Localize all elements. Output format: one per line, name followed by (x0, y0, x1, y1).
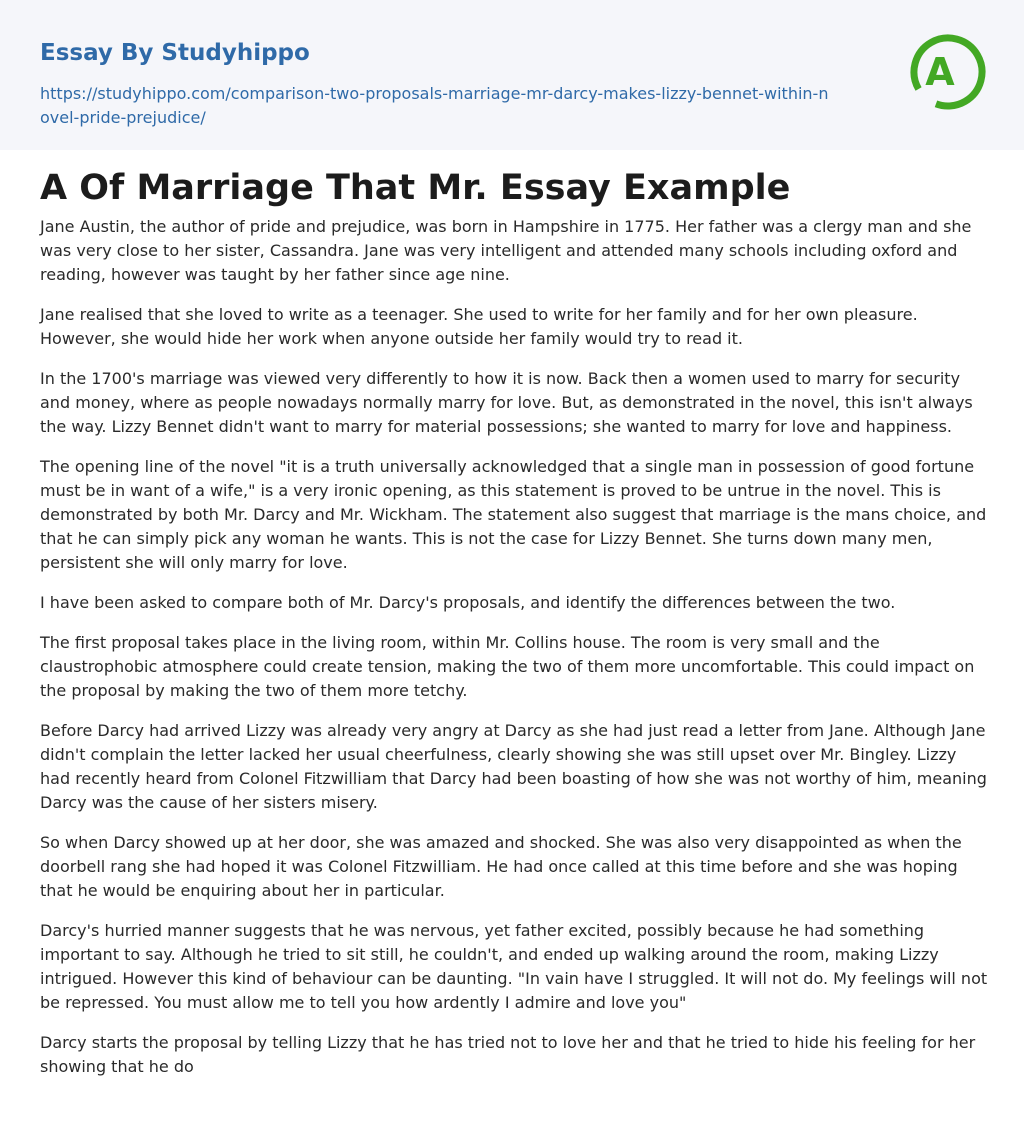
essay-paragraph: Jane Austin, the author of pride and prejudice, was born in Hampshire in 1775. Her father was a clergy man and she was very close to her sister, Cassandra. Jane was very intelligent and attended many schools including oxford and reading, however was taught by her father since age nine. (40, 217, 972, 284)
site-header (0, 0, 1024, 150)
essay-paragraph: The first proposal takes place in the living room, within Mr. Collins house. The room is very small and the claustrophobic atmosphere could create tension, making the two of them more uncomfortable. This could impact on the proposal by making the two of them more tetchy. (40, 633, 975, 700)
essay-paragraph: In the 1700's marriage was viewed very differently to how it is now. Back then a women used to marry for security and money, where as people nowadays normally marry for love. But, as demonstrated in the novel, this isn't always the way. Lizzy Bennet didn't want to marry for material possessions; she wanted to marry for love and happiness. (40, 369, 973, 436)
essay-paragraph: Darcy's hurried manner suggests that he was nervous, yet father excited, possibly because he had something important to say. Although he tried to sit still, he couldn't, and ended up walking around the room, making Lizzy intrigued. However this kind of behaviour can be daunting. "In vain have I struggled. It will not do. My feelings will not be repressed. You must allow me to tell you how ardently I admire and love you" (40, 921, 988, 1012)
essay-paragraph: I have been asked to compare both of Mr. Darcy's proposals, and identify the differences between the two. (40, 593, 896, 612)
essay-paragraph: Darcy starts the proposal by telling Lizzy that he has tried not to love her and that he tried to hide his feeling for her showing that he do (40, 1033, 976, 1076)
essay-paragraph: The opening line of the novel "it is a truth universally acknowledged that a single man in possession of good fortune must be in want of a wife," is a very ironic opening, as this statement is proved to be untrue in the novel. This is demonstrated by both Mr. Darcy and Mr. Wickham. The statement also suggest that marriage is the mans choice, and that he can simply pick any woman he wants. This is not the case for Lizzy Bennet. She turns down many men, persistent she will only marry for love. (40, 457, 987, 572)
logo-letter: A (925, 50, 955, 94)
studyhippo-logo-icon[interactable] (910, 30, 986, 116)
essay-paragraph: So when Darcy showed up at her door, she was amazed and shocked. She was also very disappointed as when the doorbell rang she had hoped it was Colonel Fitzwilliam. He had once called at this time before and she was hoping that he would be enquiring about her in particular. (40, 833, 962, 900)
site-brand[interactable]: Essay By Studyhippo (40, 40, 310, 66)
source-url-link[interactable]: https://studyhippo.com/comparison-two-proposals-marriage-mr-darcy-makes-lizzy-bennet-within-novel-pride-prejudice/ (40, 84, 829, 127)
essay-paragraph: Jane realised that she loved to write as a teenager. She used to write for her family and for her own pleasure. However, she would hide her work when anyone outside her family would try to read it. (40, 305, 918, 348)
essay-body (40, 215, 990, 1095)
essay-paragraph: Before Darcy had arrived Lizzy was already very angry at Darcy as she had just read a letter from Jane. Although Jane didn't complain the letter lacked her usual cheerfulness, clearly showing she was still upset over Mr. Bingley. Lizzy had recently heard from Colonel Fitzwilliam that Darcy had been boasting of how she was not worthy of him, meaning Darcy was the cause of her sisters misery. (40, 721, 987, 812)
page-title: A Of Marriage That Mr. Essay Example (40, 168, 791, 208)
